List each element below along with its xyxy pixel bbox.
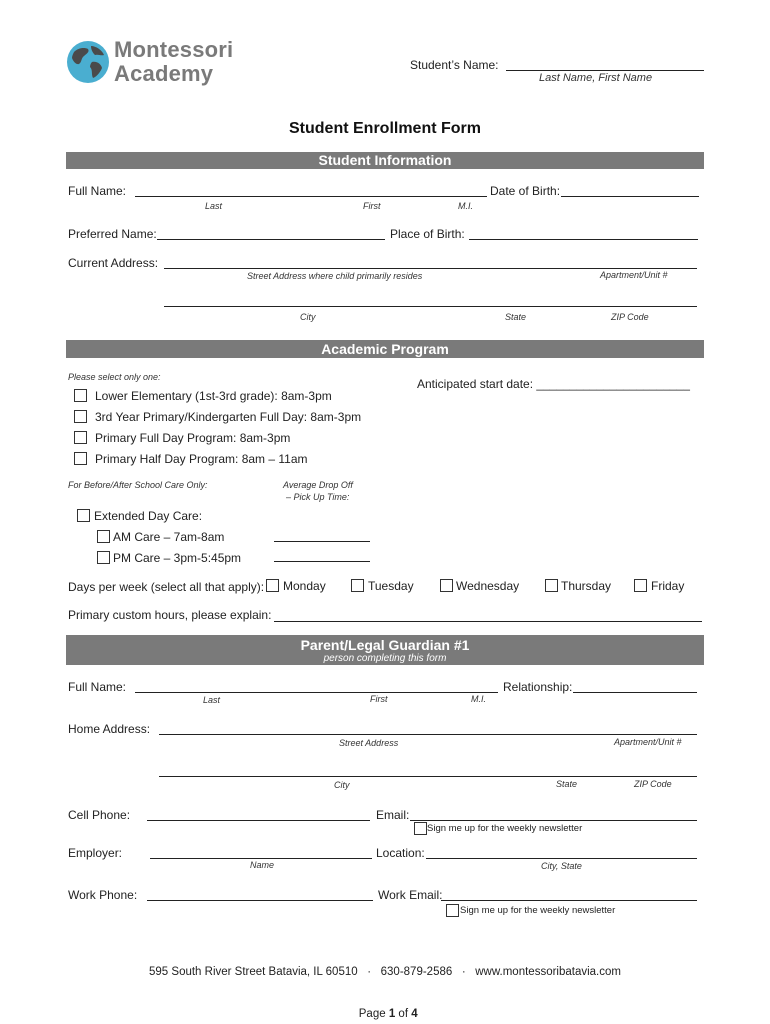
program-checkbox-lower-elementary[interactable]	[74, 389, 87, 402]
guardian-full-name-label: Full Name:	[68, 680, 127, 694]
caption-employer-name: Name	[250, 860, 275, 870]
day-label-tuesday: Tuesday	[368, 579, 414, 593]
full-name-label: Full Name:	[68, 184, 127, 198]
relationship-field[interactable]	[573, 692, 697, 693]
location-label: Location:	[376, 846, 425, 860]
custom-hours-label: Primary custom hours, please explain:	[68, 608, 272, 622]
relationship-label: Relationship:	[503, 680, 573, 694]
caption-first: First	[363, 201, 381, 211]
caption-city: City	[300, 312, 316, 322]
dropoff-label-line-1: Average Drop Off	[283, 480, 353, 490]
pm-care-label: PM Care – 3pm-5:45pm	[113, 551, 242, 565]
full-name-field[interactable]	[135, 196, 487, 197]
city-state-zip-field[interactable]	[164, 306, 697, 307]
caption-state: State	[505, 312, 527, 322]
day-label-wednesday: Wednesday	[456, 579, 520, 593]
guardian-caption-zip: ZIP Code	[634, 779, 672, 789]
work-email-field[interactable]	[441, 900, 697, 901]
pm-care-time-field[interactable]	[274, 561, 370, 562]
guardian-caption-first: First	[370, 694, 388, 704]
am-care-time-field[interactable]	[274, 541, 370, 542]
newsletter-label-2: Sign me up for the weekly newsletter	[460, 905, 616, 916]
guardian-caption-mi: M.I.	[471, 694, 486, 704]
work-phone-label: Work Phone:	[68, 888, 138, 902]
guardian-caption-state: State	[556, 779, 578, 789]
newsletter-checkbox-2[interactable]	[446, 904, 459, 917]
guardian-caption-last: Last	[203, 695, 221, 705]
caption-last: Last	[205, 201, 223, 211]
caption-mi: M.I.	[458, 201, 473, 211]
logo-line-2: Academy	[114, 61, 214, 86]
extended-day-checkbox[interactable]	[77, 509, 90, 522]
caption-city-state: City, State	[541, 861, 582, 871]
logo	[66, 38, 256, 92]
guardian-street-field[interactable]	[159, 734, 697, 735]
program-label-primary-full-day: Primary Full Day Program: 8am-3pm	[95, 431, 291, 445]
employer-label: Employer:	[68, 846, 123, 860]
place-of-birth-label: Place of Birth:	[390, 227, 465, 241]
form-title: Student Enrollment Form	[289, 120, 481, 137]
caption-apartment: Apartment/Unit #	[600, 270, 668, 280]
am-care-checkbox[interactable]	[97, 530, 110, 543]
caption-street: Street Address where child primarily resides	[247, 271, 423, 281]
cell-phone-field[interactable]	[147, 820, 370, 821]
current-address-label: Current Address:	[68, 256, 159, 270]
email-label: Email:	[376, 808, 410, 822]
street-address-field[interactable]	[164, 268, 697, 269]
newsletter-label: Sign me up for the weekly newsletter	[427, 823, 583, 834]
student-name-caption: Last Name, First Name	[539, 72, 653, 84]
guardian-caption-city: City	[334, 780, 350, 790]
dob-field[interactable]	[561, 196, 699, 197]
am-care-label: AM Care – 7am-8am	[113, 530, 225, 544]
work-email-label: Work Email:	[378, 888, 443, 902]
place-of-birth-field[interactable]	[469, 239, 698, 240]
globe-icon	[66, 40, 110, 84]
preferred-name-field[interactable]	[157, 239, 385, 240]
section-student-information: Student Information	[66, 152, 704, 169]
program-checkbox-primary-half-day[interactable]	[74, 452, 87, 465]
page-of: of	[395, 1008, 412, 1020]
pm-care-checkbox[interactable]	[97, 551, 110, 564]
newsletter-checkbox[interactable]	[414, 822, 427, 835]
student-name-field[interactable]	[506, 70, 704, 71]
preferred-name-label: Preferred Name:	[68, 227, 157, 241]
custom-hours-field[interactable]	[274, 621, 702, 622]
before-after-care-note: For Before/After School Care Only:	[68, 480, 208, 490]
page-number	[0, 996, 770, 1020]
day-label-friday: Friday	[651, 579, 685, 593]
section-parent-guardian	[66, 635, 704, 665]
dropoff-label-line-2: – Pick Up Time:	[286, 492, 350, 502]
days-per-week-label: Days per week (select all that apply):	[68, 580, 265, 594]
page-total: 4	[411, 1008, 418, 1020]
day-checkbox-wednesday[interactable]	[440, 579, 453, 592]
day-checkbox-tuesday[interactable]	[351, 579, 364, 592]
caption-zip: ZIP Code	[611, 312, 649, 322]
day-label-thursday: Thursday	[561, 579, 612, 593]
guardian-city-state-zip-field[interactable]	[159, 776, 697, 777]
work-phone-field[interactable]	[147, 900, 373, 901]
guardian-heading: Parent/Legal Guardian #1	[300, 637, 470, 653]
cell-phone-label: Cell Phone:	[68, 808, 131, 822]
guardian-subheading: person completing this form	[323, 653, 447, 664]
day-checkbox-monday[interactable]	[266, 579, 279, 592]
day-label-monday: Monday	[283, 579, 326, 593]
program-label-kindergarten: 3rd Year Primary/Kindergarten Full Day: 8am-3pm	[95, 410, 362, 424]
guardian-caption-street: Street Address	[339, 738, 399, 748]
page-prefix: Page	[358, 1008, 389, 1020]
program-checkbox-primary-full-day[interactable]	[74, 431, 87, 444]
start-date-label: Anticipated start date: _______________________	[417, 377, 690, 391]
guardian-caption-apartment: Apartment/Unit #	[614, 737, 682, 747]
program-label-primary-half-day: Primary Half Day Program: 8am – 11am	[95, 452, 308, 466]
location-field[interactable]	[426, 858, 697, 859]
employer-field[interactable]	[150, 858, 372, 859]
select-only-one-note: Please select only one:	[68, 372, 161, 382]
student-name-label: Student’s Name:	[410, 58, 499, 72]
day-checkbox-thursday[interactable]	[545, 579, 558, 592]
extended-day-label: Extended Day Care:	[94, 509, 203, 523]
logo-line-1: Montessori	[114, 37, 234, 62]
guardian-full-name-field[interactable]	[135, 692, 498, 693]
dob-label: Date of Birth:	[490, 184, 561, 198]
section-academic-program: Academic Program	[66, 340, 704, 358]
page-current: 1	[388, 1008, 396, 1020]
footer-address: 595 South River Street Batavia, IL 60510 · 630-879-2586 · www.montessoribatavia.com	[149, 966, 621, 978]
home-address-label: Home Address:	[68, 722, 151, 736]
day-checkbox-friday[interactable]	[634, 579, 647, 592]
email-field[interactable]	[410, 820, 697, 821]
program-checkbox-kindergarten[interactable]	[74, 410, 87, 423]
program-label-lower-elementary: Lower Elementary (1st-3rd grade): 8am-3pm	[95, 389, 332, 403]
